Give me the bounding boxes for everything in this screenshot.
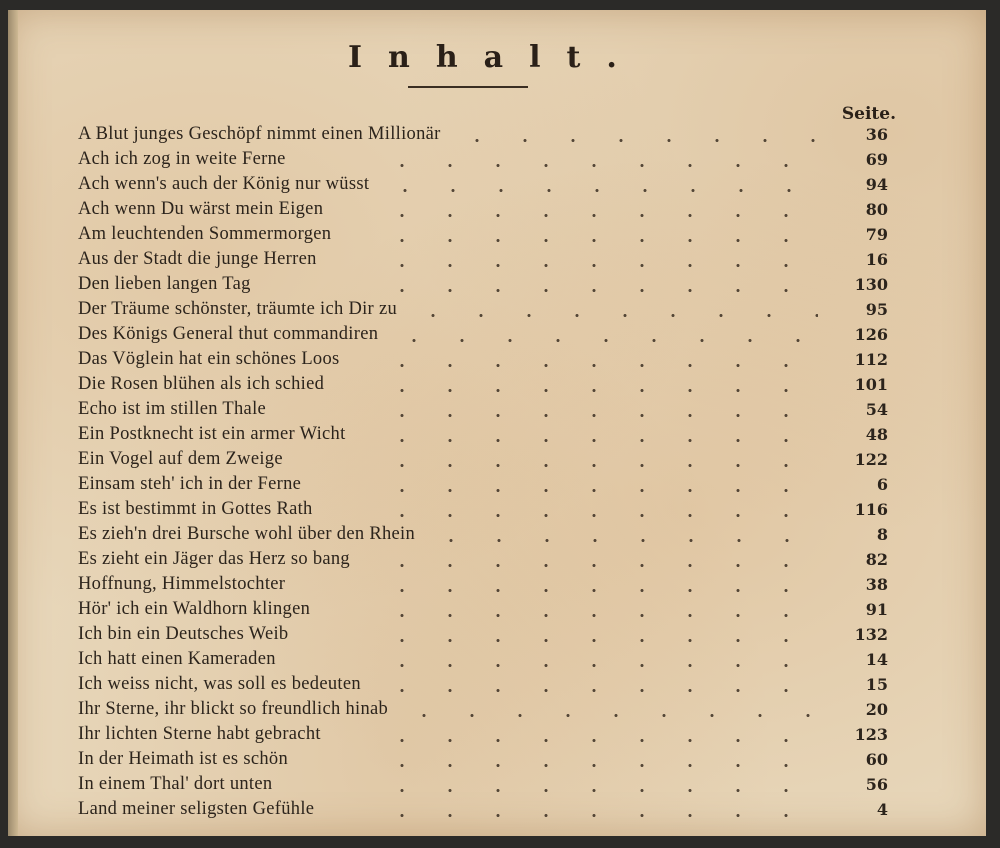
toc-entry-page-number: 130 [854,275,888,294]
toc-entry-page-number: 8 [876,525,888,544]
dot-leader [453,122,818,147]
toc-entry-title: Den lieben langen Tag [78,274,251,294]
dot-leader [409,297,818,322]
toc-entry [78,697,888,722]
toc-entry-page-number: 4 [876,800,888,819]
toc-entry-title: Ein Postknecht ist ein armer Wicht [78,424,346,444]
toc-entry [78,772,888,797]
page-spine-edge [8,10,18,836]
toc-entry-title: Am leuchtenden Sommermorgen [78,224,332,244]
dot-leader [378,597,818,622]
dot-leader [378,672,818,697]
toc-entry-title: Die Rosen blühen als ich schied [78,374,325,394]
toc-entry-title: Land meiner seligsten Gefühle [78,799,315,819]
toc-entry-page-number: 36 [865,125,888,144]
toc-entry [78,572,888,597]
dot-leader [378,347,818,372]
dot-leader [381,172,818,197]
toc-entry-page-number: 91 [865,600,888,619]
toc-entry-page-number: 48 [865,425,888,444]
toc-entry-title: Es ist bestimmt in Gottes Rath [78,499,313,519]
table-of-contents [78,122,888,822]
toc-entry [78,272,888,297]
toc-entry-page-number: 16 [865,250,888,269]
toc-entry-page-number: 112 [854,350,888,369]
toc-entry [78,172,888,197]
toc-entry [78,422,888,447]
toc-entry [78,797,888,822]
toc-entry [78,447,888,472]
toc-entry-title: Ich weiss nicht, was soll es bedeuten [78,674,361,694]
toc-entry-title: Hoffnung, Himmelstochter [78,574,286,594]
dot-leader [378,497,818,522]
toc-entry [78,247,888,272]
toc-entry [78,122,888,147]
dot-leader [378,722,818,747]
dot-leader [378,147,818,172]
toc-entry-page-number: 54 [865,400,888,419]
dot-leader [378,397,818,422]
toc-entry [78,347,888,372]
toc-entry [78,397,888,422]
toc-entry [78,722,888,747]
toc-entry-page-number: 69 [865,150,888,169]
toc-entry [78,622,888,647]
dot-leader [378,197,818,222]
toc-entry-page-number: 79 [865,225,888,244]
toc-entry [78,547,888,572]
toc-entry-title: In einem Thal' dort unten [78,774,273,794]
toc-entry [78,597,888,622]
toc-entry-title: Echo ist im stillen Thale [78,399,267,419]
toc-entry-page-number: 82 [865,550,888,569]
toc-entry [78,147,888,172]
dot-leader [378,572,818,597]
toc-entry [78,297,888,322]
toc-entry-page-number: 15 [865,675,888,694]
toc-entry [78,472,888,497]
toc-entry-title: Einsam steh' ich in der Ferne [78,474,302,494]
toc-entry-page-number: 132 [854,625,888,644]
toc-entry [78,647,888,672]
page-title: Inhalt. [348,40,643,75]
toc-entry-page-number: 126 [854,325,888,344]
toc-entry-title: Des Königs General thut commandiren [78,324,379,344]
toc-entry-page-number: 56 [865,775,888,794]
toc-entry-page-number: 14 [865,650,888,669]
dot-leader [378,747,818,772]
toc-entry [78,372,888,397]
dot-leader [378,447,818,472]
toc-entry [78,322,888,347]
dot-leader [378,247,818,272]
dot-leader [378,272,818,297]
toc-entry-title: Ach ich zog in weite Ferne [78,149,286,169]
title-underline [408,86,528,88]
toc-entry [78,222,888,247]
toc-entry-title: Ein Vogel auf dem Zweige [78,449,283,469]
toc-entry-page-number: 94 [865,175,888,194]
toc-entry-title: Es zieht ein Jäger das Herz so bang [78,549,350,569]
dot-leader [378,772,818,797]
dot-leader [427,522,818,547]
dot-leader [378,547,818,572]
toc-entry [78,747,888,772]
toc-entry [78,672,888,697]
toc-entry-title: In der Heimath ist es schön [78,749,289,769]
dot-leader [378,472,818,497]
dot-leader [378,422,818,447]
toc-entry-page-number: 38 [865,575,888,594]
toc-entry-title: Ihr Sterne, ihr blickt so freundlich hinab [78,699,389,719]
toc-entry-page-number: 80 [865,200,888,219]
dot-leader [378,622,818,647]
toc-entry-page-number: 60 [865,750,888,769]
toc-entry-page-number: 101 [854,375,888,394]
toc-entry-title: Es zieh'n drei Bursche wohl über den Rhein [78,524,416,544]
toc-entry-title: Hör' ich ein Waldhorn klingen [78,599,311,619]
toc-entry-page-number: 122 [854,450,888,469]
toc-entry-page-number: 95 [865,300,888,319]
dot-leader [390,322,818,347]
toc-entry-title: Ich hatt einen Kameraden [78,649,276,669]
toc-entry [78,497,888,522]
toc-entry-title: Ach wenn Du wärst mein Eigen [78,199,324,219]
page-column-label: Seite. [841,104,896,124]
dot-leader [378,372,818,397]
dot-leader [378,647,818,672]
toc-entry-page-number: 6 [876,475,888,494]
toc-entry-title: Ihr lichten Sterne habt gebracht [78,724,321,744]
toc-entry-title: Das Vöglein hat ein schönes Loos [78,349,340,369]
toc-entry-title: Ach wenn's auch der König nur wüsst [78,174,370,194]
dot-leader [378,222,818,247]
toc-entry-title: Der Träume schönster, träumte ich Dir zu [78,299,398,319]
toc-entry [78,197,888,222]
book-page [8,10,986,836]
toc-entry-title: Ich bin ein Deutsches Weib [78,624,289,644]
toc-entry-page-number: 123 [854,725,888,744]
dot-leader [378,797,818,822]
dot-leader [400,697,818,722]
toc-entry-page-number: 116 [854,500,888,519]
toc-entry-title: Aus der Stadt die junge Herren [78,249,317,269]
toc-entry [78,522,888,547]
toc-entry-title: A Blut junges Geschöpf nimmt einen Millionär [78,124,441,144]
toc-entry-page-number: 20 [865,700,888,719]
